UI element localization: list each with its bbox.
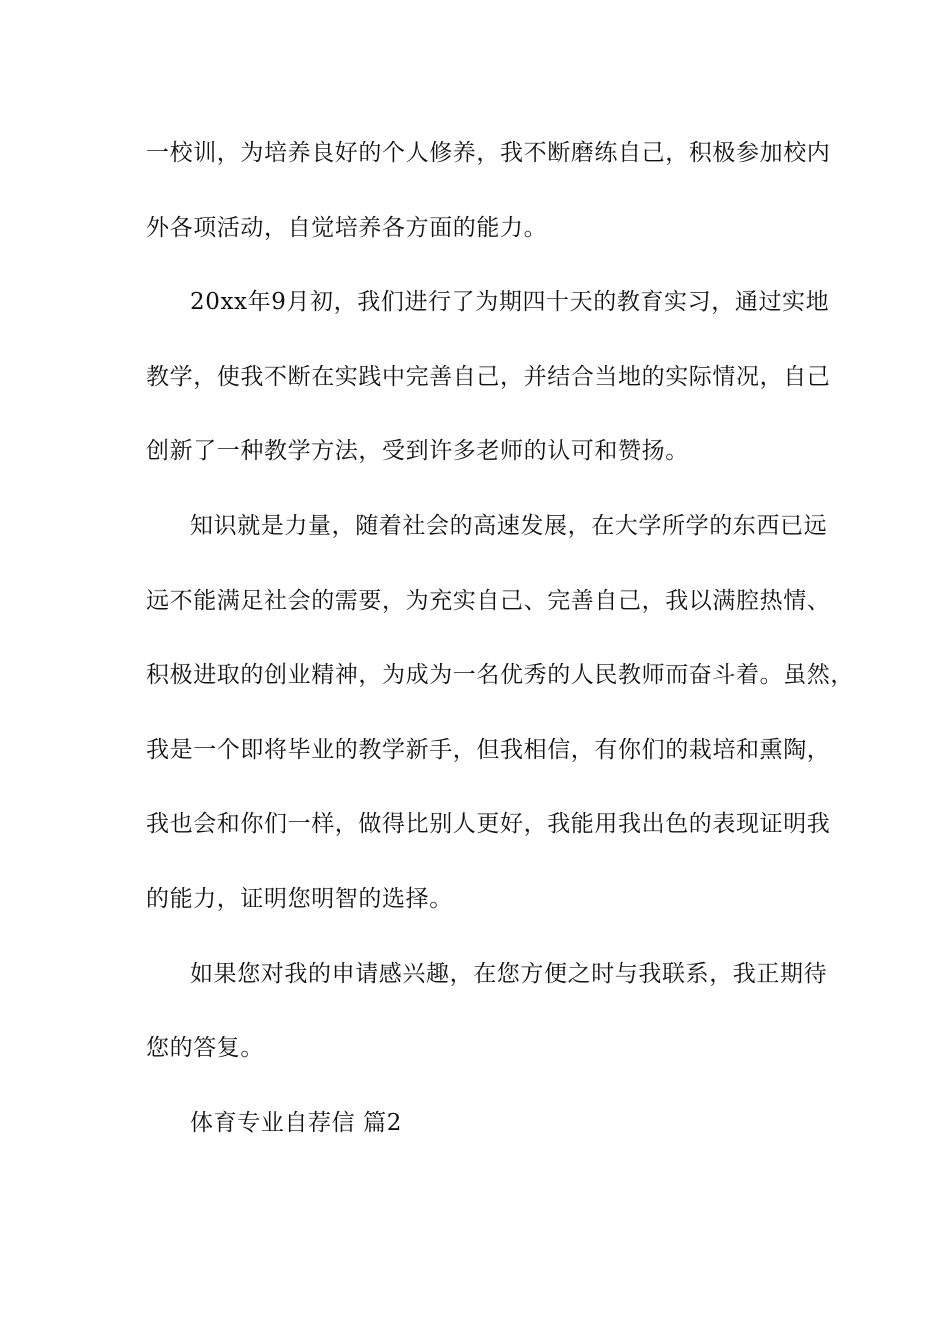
text-line: 积极进取的创业精神，为成为一名优秀的人民教师而奋斗着。虽然，	[146, 662, 854, 689]
paragraph-start-line: 如果您对我的申请感兴趣，在您方便之时与我联系，我正期待	[190, 960, 828, 987]
text-line: 教学，使我不断在实践中完善自己，并结合当地的实际情况，自己	[146, 363, 831, 390]
paragraph-start-line: 知识就是力量，随着社会的高速发展，在大学所学的东西已远	[190, 512, 828, 539]
text-line: 外各项活动，自觉培养各方面的能力。	[146, 214, 548, 241]
text-line: 远不能满足社会的需要，为充实自己、完善自己，我以满腔热情、	[146, 587, 831, 614]
text-line: 您的答复。	[146, 1035, 264, 1062]
document-body	[146, 132, 854, 1176]
text-line: 的能力，证明您明智的选择。	[146, 885, 453, 912]
section-heading: 体育专业自荐信 篇2	[190, 1109, 402, 1136]
text-line: 我是一个即将毕业的教学新手，但我相信，有你们的栽培和熏陶，	[146, 736, 831, 763]
text-line: 一校训，为培养良好的个人修养，我不断磨练自己，积极参加校内	[146, 140, 831, 166]
text-line: 创新了一种教学方法，受到许多老师的认可和赞扬。	[146, 438, 689, 465]
paragraph-start-line: 20xx年9月初，我们进行了为期四十天的教育实习，通过实地	[190, 289, 830, 316]
text-line: 我也会和你们一样，做得比别人更好，我能用我出色的表现证明我	[146, 811, 831, 838]
